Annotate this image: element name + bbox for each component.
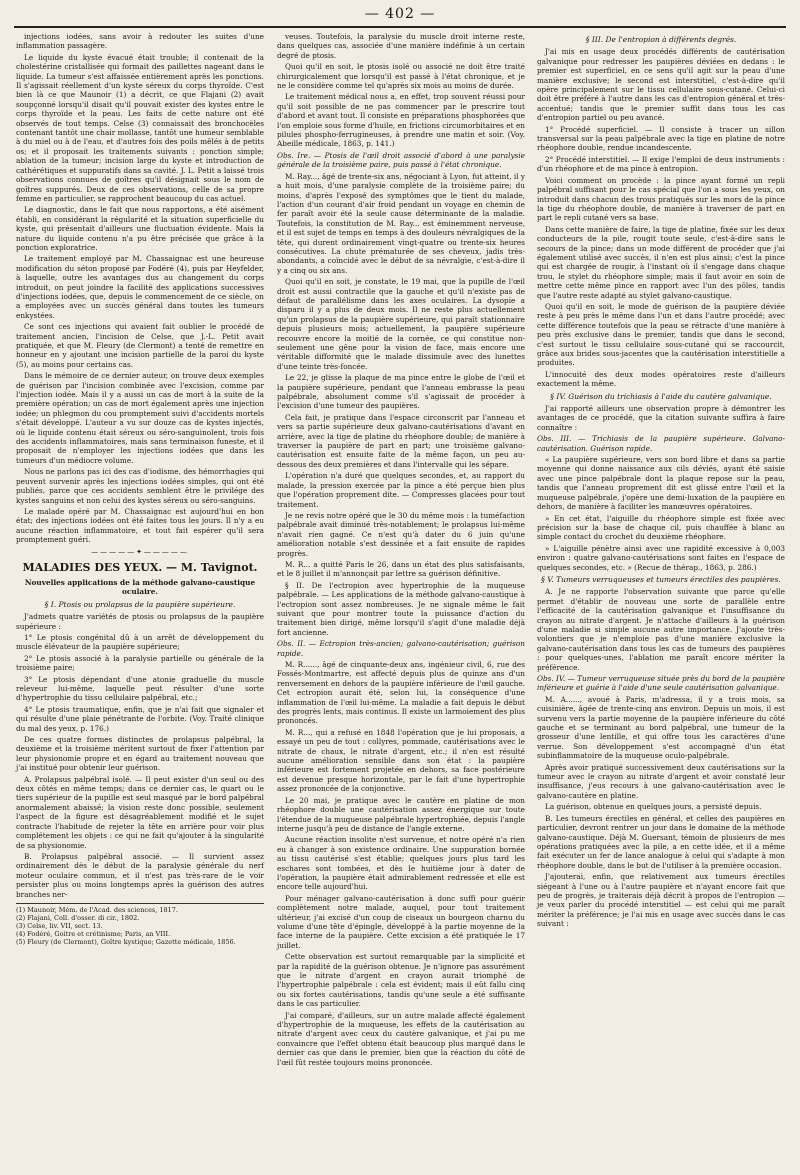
- paragraph: A. Je ne rapporte l'observation suivante que parce qu'elle permet d'établir de nouveau une sorte de parallèle entre l'efficacité de la cautérisation galvanique et l'insuffisance du crayon au nitrate d'argent. Je n'attache d'ailleurs à la guérison d'une maladie si simple aucune autre importance. J'ajoute très-volontiers que je n'emploie pas d'une manière exclusive la galvano-cautérisation dans tous les cas de tumeurs des paupières : pour quelques-unes, l'ablation me paraît encore mériter la préférence.: [537, 587, 785, 672]
- paragraph: J'ajouterai, enfin, que relativement aux tumeurs érectiles siégeant à l'une ou à l'autre paupière et n'ayant encore fait que peu de progrès, je traiterais déjà décrit à propos de l'entropion — je veux parler du procédé interstitiel — est celui qui me paraît mériter la préférence; je l'ai mis en usage avec succès dans le cas suivant :: [537, 872, 785, 929]
- paragraph: veuses. Toutefois, la paralysie du muscle droit interne reste, dans quelques cas, associée d'une manière indéfinie à un certain degré de ptosis.: [277, 32, 525, 60]
- observation-title: Obs. Ire. — Ptosis de l'œil droit associé d'abord à une paralysie générale de la troisième paire, puis passé à l'état chronique.: [277, 150, 525, 170]
- paragraph: Nous ne parlons pas ici des cas d'iodisme, des hémorrhagies qui peuvent survenir après les injections iodées simples, qui ont été publiés, parce que ces accidents semblent être le privilége des kystes sanguins et non celui des kystes séreux ou séro-sanguins.: [16, 467, 264, 505]
- paragraph: Quoi qu'il en soit, je constate, le 19 mai, que la pupille de l'œil droit est aussi contractile que la gauche et qu'il n'existe pas de défaut de parallélisme dans les axes oculaires. La dysopie a disparu il y a plus de deux mois. Il ne reste plus actuellement qu'un prolapsus de la paupière supérieure, qui paraît stationnaire depuis plusieurs mois; actuellement, la paupière supérieure recouvre encore la moitié de la cornée, ce qui constitue non-seulement une gêne pour la vision de face, mais encore une véritable difformité que le malade dissimule avec des lunettes d'une teinte très-foncée.: [277, 277, 525, 371]
- footnotes: [16, 903, 264, 946]
- paragraph: injections iodées, sans avoir à redouter les suites d'une inflammation passagère.: [16, 32, 264, 51]
- paragraph: » En cet état, l'aiguille du rhéophore simple est fixée avec précision sur la base de chaque cil, puis chauffée à blanc au simple contact du crochet du deuxième rhéophore.: [537, 513, 785, 542]
- article-heading: MALADIES DES YEUX. — M. Tavignot.: [22, 560, 258, 574]
- paragraph: Le liquide du kyste évacué était trouble; il contenait de la cholestérine cristallisée qui formait des paillettes nageant dans le liquide. La tumeur s'est affaissée entièrement après les ponctions. Il s'agissait réellement d'un kyste séreux du corps thyroïde. C'est bien là ce que Maunoir (1) a décrit, ce que Flajani (2) avait soupçonné lorsqu'il disait qu'il pouvait exister des kystes entre le corps thyroïde et la peau. Les faits de cette nature ont été observés de tout temps. Celse (3) connaissait des bronchocèles contenant tantôt une chair mollasse, tantôt une humeur semblable à du miel ou à de l'eau, et d'autres fois des poils mêlés à de petits os; et il proposait les traitements suivants : ponction simple; ablation de la tumeur; incision large du kyste et introduction de cathérétiques et suppuratifs dans sa cavité. J. L. Petit a laissé trois observations connues de goîtres qu'il désignait sous le nom de goîtres suppurés. Deux de ces observations, celle de sa propre femme en particulier, se rapprochent beaucoup du cas actuel.: [16, 52, 264, 203]
- paragraph: J'ai comparé, d'ailleurs, sur un autre malade affecté également d'hypertrophie de la muqueuse, les effets de la cautérisation au nitrate d'argent avec ceux du cautère galvanique, et j'ai pu me convaincre que l'effet obtenu était beaucoup plus marqué dans le dernier cas que dans le premier, bien que la réaction du côté de l'œil fût restée toujours moins prononcée.: [277, 1010, 525, 1067]
- paragraph: Je ne revis notre opéré que le 30 du même mois : la tuméfaction palpébrale avait diminué très-notablement; le prolapsus lui-même n'avait rien gagné. Ce n'est qu'à dater du 6 juin qu'une amélioration notable s'est dessinée et a fait ensuite de rapides progrès.: [277, 510, 525, 558]
- footnote: (2) Flajani, Coll. d'osser. di cir., 1802.: [16, 913, 140, 922]
- paragraph: Le traitement employé par M. Chassaignac est une heureuse modification du séton proposé par Fodéré (4), puis par Heyfelder, à laquelle, outre les avantages dus au changement du corps introduit, on peut joindre la facilité des applications successives d'injections iodées, que, depuis le commencement de ce siècle, on a employées avec un succès général dans toutes les tumeurs enkystées.: [16, 254, 264, 320]
- paragraph: 1° Procédé superficiel. — Il consiste à tracer un sillon transversal sur la peau palpébrale avec la tige en platine de notre rhéophore double, rendue incandescente.: [537, 124, 785, 153]
- paragraph: Dans le mémoire de ce dernier auteur, on trouve deux exemples de guérison par l'incision combinée avec l'excision, comme par l'injection iodée. Mais il y a aussi un cas de mort à la suite de la première opération; un cas de mort également après une injection iodée; un phlegmon du cou promptement suivi d'accidents mortels s'était développé. L'auteur a vu sur douze cas de kystes injectés, où le liquide contenu était séreux ou séro-sanguinolent, trois fois des accidents inflammatoires, mais sans terminaison funeste, et il proposait de n'employer les injections iodées que dans les tumeurs d'un médiocre volume.: [16, 371, 264, 465]
- paragraph: Le diagnostic, dans le fait que nous rapportons, a été aisément établi, en considérant la régularité et la situation superficielle du kyste, qui présentait d'ailleurs une fluctuation évidente. Mais la nature du liquide contenu n'a pu être précisée que grâce à la ponction exploratrice.: [16, 205, 264, 252]
- paragraph: M. Ray..., âgé de trente-six ans, négociant à Lyon, fut atteint, il y a huit mois, d'une paralysie complète de la troisième paire; du moins, d'après l'exposé des symptômes que le tient du malade, l'action d'un courant d'air froid pendant un voyage en chemin de fer paraît avoir été la seule cause déterminante de la maladie. Toutefois, la constitution de M. Ray... est éminemment nerveuse, et il est sujet de temps en temps à des douleurs névralgiques de la tête, qui durent ordinairement vingt-quatre ou trente-six heures consécutives. La chute prématurée de ses cheveux, jadis très-abondants, a coïncidé avec le début de sa névralgie, c'est-à-dire il y a cinq ou six ans.: [277, 171, 525, 275]
- section-heading: § III. De l'entropion à différents degrés.: [585, 35, 737, 44]
- paragraph: L'innocuité des deux modes opératoires reste d'ailleurs exactement la même.: [537, 369, 785, 389]
- paragraph: L'opération n'a duré que quelques secondes, et, au rapport du malade, la pression exercée par la pince a été perçue bien plus que l'opération proprement dite. — Compresses glacées pour tout traitement.: [277, 471, 525, 509]
- paragraph: Dans cette manière de faire, la tige de platine, fixée sur les deux conducteurs de la pile, rougit toute seule, c'est-à-dire sans le secours de la pince; dans un mode différent de procéder que j'ai également utilisé avec succès, il n'en est plus ainsi; c'est la pince qui est chargée de rougir, à l'instant où il s'engage dans chaque trou, le stylet du rhéophore simple; mais il faut avoir en soin de mettre cette même pince en rapport avec l'un des pôles, tandis que l'autre reste adapté au stylet galvano-caustique.: [537, 224, 785, 300]
- article-subheading: Nouvelles applications de la méthode galvano-caustique oculaire.: [24, 577, 256, 597]
- paragraph: Quoi qu'il en soit, le ptosis isolé ou associé ne doit être traité chirurgicalement que lorsqu'il est passé à l'état chronique, et je ne le considère comme tel qu'après six mois au moins de durée.: [277, 62, 525, 91]
- paragraph: La guérison, obtenue en quelques jours, a persisté depuis.: [545, 802, 762, 812]
- paragraph: M. R... a quitté Paris le 26, dans un état des plus satisfaisants, et le 8 juillet il m'annonçait par lettre sa guérison définitive.: [277, 559, 525, 579]
- paragraph: Quoi qu'il en soit, le mode de guérison de la paupière déviée reste à peu près le même dans l'un et dans l'autre procédé; avec cette différence toutefois que la peau se rétracte d'une manière à peu près exclusive dans le premier, tandis que dans le second, c'est surtout le tissu cellulaire sous-cutané qui se raccourcit, grâce aux brides sous-jacentes que la cautérisation interstitielle a produites.: [537, 301, 785, 368]
- paragraph: Le traitement médical nous a, en effet, trop souvent réussi pour qu'il soit possible de ne pas commencer par le prescrire tout d'abord et avant tout. Il consiste en préparations phosphorées que l'on emploie sous forme d'huile, en frictions circumorbitaires et en pilules phospho-ferrugineuses, à prendre une matin et soir. (Voy. Abeille médicale, 1863, p. 141.): [277, 92, 525, 149]
- paragraph: Le 20 mai, je pratique avec le cautère en platine de mon rhéophore double une cautérisation assez énergique sur toute l'étendue de la muqueuse palpébrale hypertrophiée, depuis l'angle interne jusqu'à peu de distance de l'angle externe.: [277, 795, 525, 833]
- paragraph: Pour ménager galvano-cautérisation à donc suffi pour guérir complètement notre malade, auquel, pour tout traitement ultérieur, j'ai excisé d'un coup de ciseaux un bourgeon charnu du volume d'une tête d'épingle, développé à la partie moyenne de la face interne de la paupière. Cette excision a été pratiquée le 17 juillet.: [277, 893, 525, 950]
- paragraph: M. R..., qui a refusé en 1848 l'opération que je lui proposais, a essayé un peu de tout : collyres, pommade, cautérisations avec le nitrate de chaux, le nitrate d'argent, etc.; il n'en est résulté aucune amélioration sensible dans son état : la paupière inférieure est fortement projetée en dehors, sa face postérieure est devenue presque horizontale, par le fait d'une hypertrophie assez prononcée de la conjonctive.: [277, 727, 525, 794]
- paragraph: B. Prolapsus palpébral associé. — Il survient assez ordinairement dès le début de la paralysie générale du nerf moteur oculaire commun, et il n'est pas très-rare de le voir persister plus ou moins longtemps après la guérison des autres branches ner-: [16, 851, 264, 899]
- paragraph: 2° Procédé interstitiel. — Il exige l'emploi de deux instruments : d'un rhéophore et de ma pince à entropion.: [537, 154, 785, 174]
- paragraph: Le malade opéré par M. Chassaignac est aujourd'hui en bon état; des injections iodées ont été faites tous les jours. Il n'y a eu aucune réaction inflammatoire, et tout fait espérer qu'il sera promptement guéri.: [16, 506, 264, 545]
- paragraph: « La paupière supérieure, vers son bord libre et dans sa partie moyenne qui donne naissance aux cils déviés, ayant été saisie avec une pince palpébrale dont la plaque repose sur la peau, tandis que l'anneau proprement dit est glissé entre l'œil et la muqueuse palpébrale, j'opère une demi-luxation de la paupière en dehors, de manière à faciliter les manœuvres opératoires.: [537, 455, 785, 512]
- column-1: [16, 32, 264, 946]
- column-3: [537, 32, 785, 931]
- section-heading: § II. De l'ectropion avec hypertrophie de la muqueuse palpébrale. — Les applications de la méthode galvano-caustique à l'ectropion sont assez nombreuses. Je ne signale même le fait suivant que pour montrer toute la puissance d'action du traitement bien dirigé, même lorsqu'il s'agit d'une maladie déjà fort ancienne.: [277, 580, 525, 637]
- paragraph: B. Les tumeurs érectiles en général, et celles des paupières en particulier, devront rentrer un jour dans le domaine de la méthode galvano-caustique. Déjà M. Guersant, témoin de plusieurs de mes opérations pratiquées avec la pile, a en cette idée, et il a même fait exécuter un fer de lance analogue à celui qui s'adapte à mon rhéophore double, dans le but de l'utiliser à la première occasion.: [537, 813, 785, 870]
- paragraph: J'admets quatre variétés de ptosis ou prolapsus de la paupière supérieure :: [16, 612, 264, 631]
- page-number: — 402 —: [364, 6, 436, 22]
- paragraph: Après avoir pratiqué successivement deux cautérisations sur la tumeur avec le crayon au nitrate d'argent et avoir constaté leur insuffisance, j'eus recours à une galvano-cautérisation avec le galvano-cautère en platine.: [537, 762, 785, 800]
- header-rule: [14, 26, 786, 28]
- observation-title: Obs. IV. — Tumeur verruqueuse située près du bord de la paupière inférieure et guérie à l'aide d'une seule cautérisation galvanique.: [537, 674, 785, 693]
- section-heading: § I. Ptosis ou prolapsus de la paupière supérieure.: [44, 599, 236, 609]
- section-heading: § V. Tumeurs verruqueuses et tumeurs érectiles des paupières.: [541, 574, 781, 584]
- paragraph: 3° Le ptosis dépendant d'une atonie graduelle du muscle releveur lui-même, laquelle peut résulter d'une sorte d'hypertrophie du tissu cellulaire palpébral, etc.;: [16, 674, 264, 703]
- paragraph: Aucune réaction insolite n'est survenue, et notre opéré n'a rien eu à changer à son existence ordinaire. Une suppuration bornée au tissu cautérisé s'est établie; quelques jours plus tard les eschares sont tombées, et dès le huitième jour à dater de l'opération, la paupière était admirablement redressée et elle est encore telle aujourd'hui.: [277, 835, 525, 892]
- paragraph: Le 22, je glisse la plaque de ma pince entre le globe de l'œil et la paupière supérieure, pendant que l'anneau embrasse la peau palpébrale, absolument comme s'il s'agissait de procéder à l'excision d'une tumeur des paupières.: [277, 373, 525, 411]
- footnote: (4) Fodéré, Goitre et crétinisme; Paris, an VIII.: [16, 929, 171, 938]
- observation-title: Obs. III. — Trichiasis de la paupière supérieure. Galvano-cautérisation. Guérison rapide.: [537, 434, 785, 453]
- paragraph: J'ai mis en usage deux procédés différents de cautérisation galvanique pour redresser les paupières déviées en dedans : le premier est superficiel, en ce sens qu'il agit sur la peau d'une manière exclusive; le second est interstitiel, c'est-à-dire qu'il opère principalement sur le tissu cellulaire sous-cutané. Celui-ci doit être préféré à l'autre dans les cas d'entropion général et très-accentué; tandis que le premier suffit dans tous les cas d'entropion partiel ou peu avancé.: [537, 47, 785, 123]
- paragraph: » L'aiguille pénètre ainsi avec une rapidité excessive à 0,003 environ : quatre galvano-cautérisations sont faites en l'espace de quelques secondes, etc. » (Recue de thérap., 1863, p. 286.): [537, 543, 785, 572]
- paragraph: J'ai rapporté ailleurs une observation propre à démontrer les avantages de ce procédé, que la citation suivante suffira à faire connaître :: [537, 404, 785, 432]
- footnote: (3) Celse, liv. VII, sect. 13.: [16, 921, 103, 930]
- observation-title: Obs. II. — Ectropion très-ancien; galvano-cautérisation; guérison rapide.: [277, 639, 525, 658]
- paragraph: M. R......, âgé de cinquante-deux ans, ingénieur civil, 6, rue des Fossés-Montmartre, est affecté depuis plus de quinze ans d'un renversement en dehors de la paupière inférieure de l'œil gauche. Cet ectropion aurait été, selon lui, la conséquence d'une inflammation de l'œil lui-même. La maladie a fait depuis le début des progrès lents, mais continus. Il existe un larmoiement des plus prononcés.: [277, 660, 525, 726]
- paragraph: Cette observation est surtout remarquable par la simplicité et par la rapidité de la guérison obtenue. Je n'ignore pas assurément que le nitrate d'argent en crayon aurait triomphé de l'hypertrophie palpébrale : cela est évident; mais il eût fallu cinq ou six fortes cautérisations, tandis qu'une seule a été suffisante dans le cas particulier.: [277, 952, 525, 1009]
- section-heading: § IV. Guérison du trichiasis à l'aide du cautère galvanique.: [550, 391, 772, 401]
- paragraph: Ce sont ces injections qui avaient fait oublier le procédé de traitement ancien, l'incision de Celse, que J.-L. Petit avait pratiquée, et que M. Fleury (de Clermont) a tenté de remettre en honneur en y ajoutant une incision partielle de la paroi du kyste (5), au moins pour certains cas.: [16, 322, 264, 369]
- footnote: (1) Maunoir, Mém. de l'Acad. des sciences, 1817.: [16, 905, 178, 914]
- footnote: (5) Fleury (de Clermont), Goître kystique; Gazette médicale, 1856.: [16, 937, 236, 946]
- paragraph: A. Prolapsus palpébral isolé. — Il peut exister d'un seul ou des deux côtés en même temps; dans ce dernier cas, le quart ou le tiers supérieur de la pupille est seul masqué par le bord palpébral anormalement abaissé; la vision reste donc possible, seulement l'aspect de la figure est désagréablement modifié et le sujet contracte l'habitude de rejeter la tête en arrière pour voir plus complétement les objets : ce qui ne fait qu'ajouter à la singularité de sa physionomie.: [16, 774, 264, 850]
- column-2: [277, 32, 525, 1069]
- paragraph: M. A......, avoué à Paris, m'adressa, il y a trois mois, sa cuisinière, âgée de trente-cinq ans environ. Depuis un mois, il est survenu vers la partie moyenne de la paupière inférieure du côté gauche et se terminant au bord palpébral, une tumeur de la grosseur d'une lentille, et qui offre tous les caractères d'une verrue. Son développement s'est accompagné d'un état subinflammatoire de la muqueuse oculo-palpébrale.: [537, 694, 785, 761]
- paragraph: Voici comment on procède : la pince ayant formé un repli palpébral suffisant pour le cas spécial que l'on a sous les yeux, on introduit dans chacun des trous pratiqués sur les mors de la pince la tige du rhéophore double, de manière à traverser de part en part le repli cutané vers sa base.: [537, 175, 785, 223]
- paragraph: 4° Le ptosis traumatique, enfin, que je n'ai fait que signaler et qui résulte d'une plaie pénétrante de l'orbite. (Voy. Traité clinique du mal des yeux, p. 176.): [16, 704, 264, 733]
- ornament-divider: —————✦—————: [91, 547, 189, 556]
- paragraph: 2° Le ptosis associé à la paralysie partielle ou générale de la troisième paire;: [16, 653, 264, 673]
- paragraph: De ces quatre formes distinctes de prolapsus palpébral, la deuxième et la troisième méritent surtout de fixer l'attention par leur physionomie propre et en égard au traitement nouveau que j'ai institué pour obtenir leur guérison.: [16, 735, 264, 773]
- paragraph: 1° Le ptosis congénital dû à un arrêt de développement du muscle élévateur de la paupière supérieure;: [16, 632, 264, 652]
- paragraph: Cela fait, je pratique dans l'espace circonscrit par l'anneau et vers sa partie supérieure deux galvano-cautérisations d'avant en arrière, avec la tige de platine du rhéophore double; de manière à traverser la paupière de part en part; une troisième galvano-cautérisation est ensuite faite de la même façon, un peu au-dessous des deux premières et dans l'intervalle qui les sépare.: [277, 412, 525, 469]
